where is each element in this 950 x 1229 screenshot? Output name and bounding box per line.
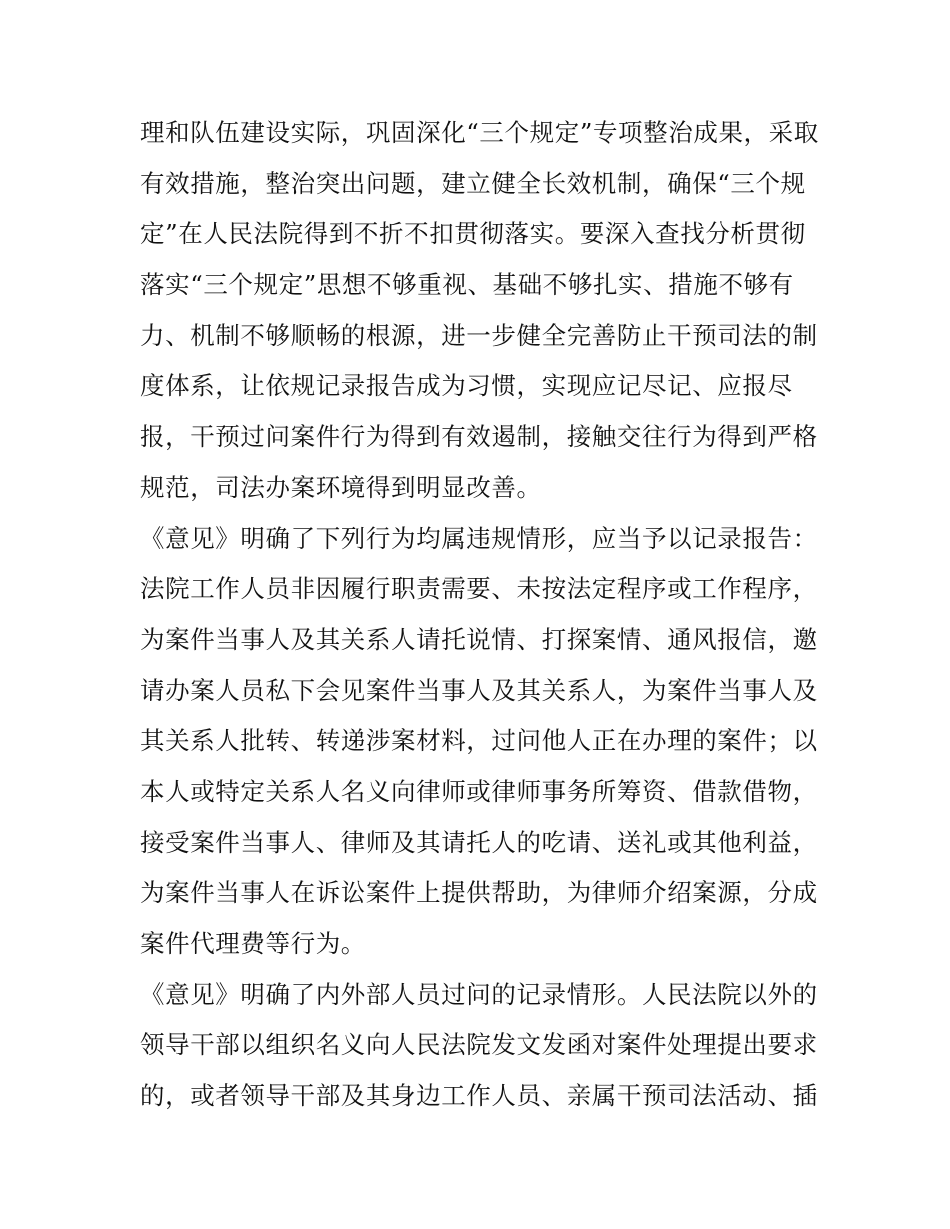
text-line: 度体系，让依规记录报告成为习惯，实现应记尽记、应报尽 bbox=[140, 371, 793, 401]
text-line: 力、机制不够顺畅的根源，进一步健全完善防止干预司法的制 bbox=[140, 320, 818, 350]
text-line: 《意见》明确了下列行为均属违规情形，应当予以记录报告： bbox=[140, 523, 818, 553]
text-line: 案件代理费等行为。 bbox=[140, 929, 366, 958]
text-line: 落实“三个规定”思想不够重视、基础不够扎实、措施不够有 bbox=[140, 270, 794, 300]
text-line: 定”在人民法院得到不折不扣贯彻落实。要深入查找分析贯彻 bbox=[140, 219, 806, 249]
text-line: 《意见》明确了内外部人员过问的记录情形。人民法院以外的 bbox=[140, 979, 818, 1009]
text-line: 为案件当事人及其关系人请托说情、打探案情、通风报信，邀 bbox=[140, 624, 818, 654]
text-line: 规范，司法办案环境得到明显改善。 bbox=[140, 472, 542, 502]
text-line: 其关系人批转、转递涉案材料，过问他人正在办理的案件；以 bbox=[140, 726, 818, 756]
text-line: 报，干预过问案件行为得到有效遏制，接触交往行为得到严格 bbox=[140, 422, 818, 452]
paragraph-1 bbox=[140, 108, 820, 514]
text-line: 有效措施，整治突出问题，建立健全长效机制，确保“三个规 bbox=[140, 168, 806, 198]
paragraph-3 bbox=[140, 970, 820, 1122]
body-text bbox=[140, 108, 820, 1122]
paragraph-2 bbox=[140, 514, 820, 970]
text-line: 请办案人员私下会见案件当事人及其关系人，为案件当事人及 bbox=[140, 675, 818, 705]
text-line: 法院工作人员非因履行职责需要、未按法定程序或工作程序， bbox=[140, 574, 818, 604]
text-line: 的，或者领导干部及其身边工作人员、亲属干预司法活动、插 bbox=[140, 1081, 818, 1111]
text-line: 接受案件当事人、律师及其请托人的吃请、送礼或其他利益， bbox=[140, 827, 818, 857]
text-line: 领导干部以组织名义向人民法院发文发函对案件处理提出要求 bbox=[140, 1030, 818, 1060]
text-line: 本人或特定关系人名义向律师或律师事务所筹资、借款借物， bbox=[140, 776, 818, 806]
text-line: 为案件当事人在诉讼案件上提供帮助，为律师介绍案源，分成 bbox=[140, 878, 818, 908]
text-line: 理和队伍建设实际，巩固深化“三个规定”专项整治成果，采取 bbox=[140, 118, 819, 147]
